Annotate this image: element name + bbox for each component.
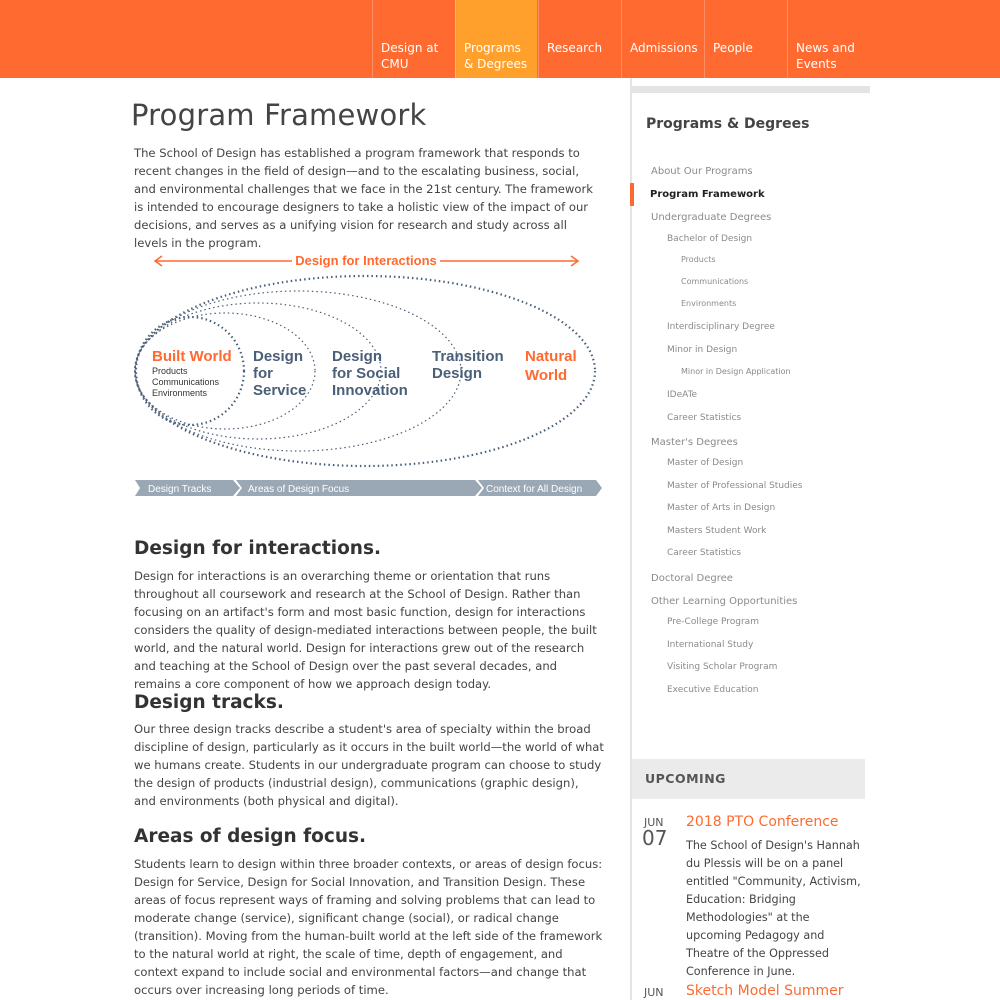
- nav-research[interactable]: Research: [538, 0, 620, 78]
- section-text-focus: Students learn to design within three broader contexts, or areas of design focus: Design for Service, Design for Social Innovation, and Transition Design. These areas of focus represent ways of framing and solving problems that can lead to moderate change (service), significant change (social), or radical change (transition). Moving from the human-built world at the left side of the framework to the natural world at right, the scale of time, depth of engagement, and context expand to include social and environmental factors—and change that occurs over increasing long periods of time.: [134, 857, 603, 997]
- natural-label-1: Natural: [525, 348, 577, 365]
- sidebar-link-environments[interactable]: Environments: [681, 299, 737, 308]
- transition-label-2: Design: [432, 365, 483, 382]
- sidebar-link-executive-education[interactable]: Executive Education: [667, 685, 759, 695]
- sidebar-link-other-learning[interactable]: Other Learning Opportunities: [651, 596, 798, 607]
- sidebar-link-bachelor-of-design[interactable]: Bachelor of Design: [667, 234, 753, 244]
- social-label-1: Design: [332, 348, 383, 365]
- nav-design-at-cmu[interactable]: Design at CMU: [372, 0, 454, 78]
- nav-programs-degrees[interactable]: Programs & Degrees: [455, 0, 537, 78]
- sidebar-link-pre-college[interactable]: Pre-College Program: [667, 617, 759, 627]
- built-item-communications: Communications: [152, 377, 220, 387]
- upcoming-label: UPCOMING: [645, 771, 726, 786]
- sidebar-link-minor-design-application[interactable]: Minor in Design Application: [681, 367, 791, 376]
- service-label-2: for: [253, 365, 273, 382]
- nav-admissions[interactable]: Admissions: [621, 0, 703, 78]
- sidebar-link-products[interactable]: Products: [681, 255, 716, 264]
- active-item-marker: [630, 183, 634, 206]
- sidebar-link-masters-student-work[interactable]: Masters Student Work: [667, 526, 767, 536]
- transition-label-1: Transition: [432, 348, 504, 365]
- built-world-label: Built World: [152, 348, 232, 365]
- event-day: 07: [642, 826, 668, 850]
- service-label-1: Design: [253, 348, 304, 365]
- section-heading-focus: Areas of design focus.: [134, 826, 367, 847]
- sidebar-link-doctoral-degree[interactable]: Doctoral Degree: [651, 573, 733, 584]
- section-text-tracks: Our three design tracks describe a student's area of specialty within the broad discipline of design, particularly as it occurs in the built world—the world of what we humans create. Students in our undergraduate program can choose to study the design of products (industrial design), communications (graphic design), and environments (both physical and digital).: [134, 722, 604, 808]
- natural-label-2: World: [525, 367, 568, 384]
- sidebar-link-master-of-design[interactable]: Master of Design: [667, 458, 744, 468]
- service-label-3: Service: [253, 382, 307, 399]
- sidebar-link-minor-in-design[interactable]: Minor in Design: [667, 345, 738, 355]
- sidebar-link-master-arts-design[interactable]: Master of Arts in Design: [667, 503, 776, 513]
- band-label-areas-of-focus: Areas of Design Focus: [248, 484, 350, 495]
- sidebar-link-masters-degrees[interactable]: Master's Degrees: [651, 437, 738, 448]
- band-label-context: Context for All Design: [486, 484, 583, 495]
- program-framework-diagram: [130, 245, 610, 500]
- section-text-interactions: Design for interactions is an overarching theme or orientation that runs throughout all coursework and research at the School of Design. Rather than focusing on an artifact's form and most basic function, design for interactions considers the quality of design-mediated interactions between people, the built world, and the natural world. Design for interactions grew out of the research and teaching at the School of Design over the past several decades, and remains a core component of how we approach design today.: [134, 569, 597, 691]
- event-month-2: JUN: [644, 986, 664, 999]
- section-heading-interactions: Design for interactions.: [134, 538, 382, 559]
- event-description: The School of Design's Hannah du Plessis will be on a panel entitled "Community, Activism, Education: Bridging Methodologies" at the upcoming Pedagogy and Theatre of the Oppressed Conference in June.: [686, 839, 861, 978]
- sidebar-link-international-study[interactable]: International Study: [667, 640, 754, 650]
- intro-paragraph: The School of Design has established a program framework that responds to recent changes in the field of design—and to the escalating business, social, and environmental challenges that we face in the 21st century. The framework is intended to encourage designers to take a holistic view of the impact of our decisions, and serves as a unifying vision for research and study across all levels in the program.: [134, 146, 593, 250]
- built-item-products: Products: [152, 366, 188, 376]
- event-month: JUN: [644, 816, 664, 829]
- built-item-environments: Environments: [152, 388, 208, 398]
- sidebar-link-communications[interactable]: Communications: [681, 277, 749, 286]
- sidebar-link-program-framework[interactable]: Program Framework: [650, 189, 765, 200]
- sidebar-link-undergraduate-degrees[interactable]: Undergraduate Degrees: [651, 212, 772, 223]
- event-title-link[interactable]: 2018 PTO Conference: [686, 814, 839, 830]
- social-label-2: for Social: [332, 365, 401, 382]
- section-heading-tracks: Design tracks.: [134, 692, 284, 713]
- diagram-top-label: Design for Interactions: [295, 253, 437, 268]
- sidebar-link-ideate[interactable]: IDeATe: [667, 390, 698, 400]
- sidebar-link-career-statistics-grad[interactable]: Career Statistics: [667, 548, 742, 558]
- event-title-link-2[interactable]: Sketch Model Summer: [686, 983, 844, 999]
- top-navigation-bar: [0, 0, 1000, 78]
- social-label-3: Innovation: [332, 382, 408, 399]
- sidebar-top-rule: [632, 86, 870, 93]
- sidebar-link-visiting-scholar[interactable]: Visiting Scholar Program: [667, 662, 778, 672]
- nav-people[interactable]: People: [704, 0, 786, 78]
- sidebar-link-master-professional-studies[interactable]: Master of Professional Studies: [667, 481, 803, 491]
- sidebar-link-interdisciplinary-degree[interactable]: Interdisciplinary Degree: [667, 322, 775, 332]
- nav-news-and-events[interactable]: News and Events: [787, 0, 877, 78]
- sidebar-link-career-statistics-ug[interactable]: Career Statistics: [667, 413, 742, 423]
- sidebar-title: Programs & Degrees: [646, 116, 810, 132]
- page-title: Program Framework: [131, 98, 427, 132]
- band-label-design-tracks: Design Tracks: [148, 484, 212, 495]
- sidebar-link-about-programs[interactable]: About Our Programs: [651, 166, 753, 177]
